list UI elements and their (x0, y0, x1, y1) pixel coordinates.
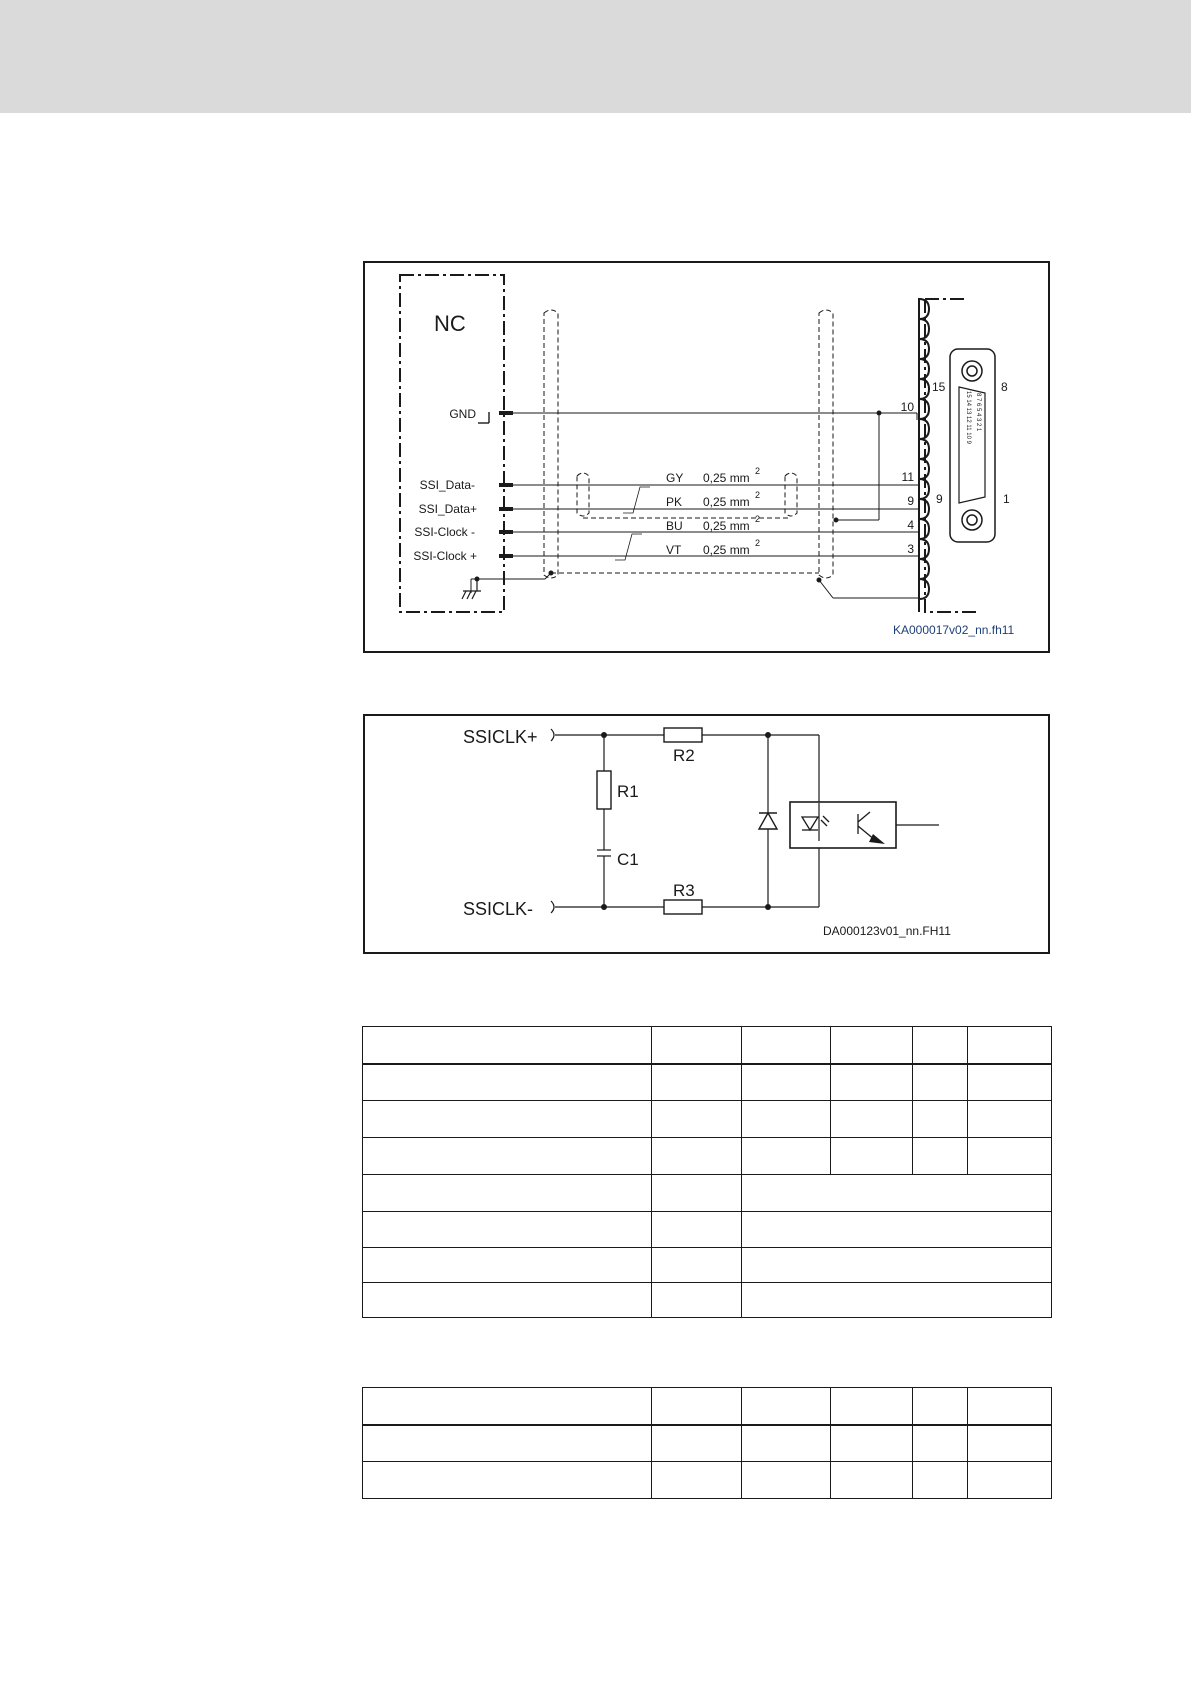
table-cell (363, 1064, 652, 1101)
table-cell (742, 1138, 831, 1175)
table-cell (913, 1101, 968, 1138)
signal-label-clock-minus: SSI-Clock - (414, 525, 475, 539)
label-r3: R3 (673, 881, 695, 900)
nc-label: NC (434, 311, 466, 336)
wire-sup-pk: 2 (755, 490, 761, 500)
table-cell (363, 1175, 652, 1212)
gnd-label: GND (449, 407, 476, 421)
label-c1: C1 (617, 850, 639, 869)
table-cell (742, 1027, 831, 1064)
table-cell (831, 1101, 913, 1138)
table-cell (652, 1248, 742, 1283)
table-row (363, 1248, 1052, 1283)
table-cell (913, 1425, 968, 1462)
wire-sup-gy: 2 (755, 466, 761, 476)
table-cell (742, 1462, 831, 1499)
table-cell (742, 1101, 831, 1138)
page-header-band (0, 0, 1191, 113)
component-labels (617, 746, 695, 900)
svg-text:9: 9 (936, 492, 943, 506)
wire-color-vt: VT (666, 543, 682, 557)
table-cell (742, 1175, 1052, 1212)
table-cell (363, 1425, 652, 1462)
resistor-r2 (664, 728, 702, 742)
table-cell (968, 1462, 1052, 1499)
input-ssiclk-plus: SSICLK+ (463, 727, 538, 747)
table-cell (968, 1138, 1052, 1175)
table-cell (913, 1388, 968, 1425)
pin-numbers (901, 400, 915, 556)
resistor-r3 (664, 900, 702, 914)
input-ssiclk-minus: SSICLK- (463, 899, 534, 919)
svg-text:10: 10 (900, 400, 914, 414)
table-cell (968, 1027, 1052, 1064)
table-row (363, 1462, 1052, 1499)
table-cell (363, 1462, 652, 1499)
table-cell (742, 1064, 831, 1101)
table-cell (742, 1283, 1052, 1318)
table-cell (831, 1425, 913, 1462)
table-cell (742, 1212, 1052, 1248)
table-cell (968, 1101, 1052, 1138)
cable-shield (544, 310, 833, 578)
table-cell (363, 1212, 652, 1248)
svg-text:11: 11 (901, 470, 914, 484)
wire-sup-vt: 2 (755, 538, 761, 548)
wire-color-bu: BU (666, 519, 683, 533)
table-cell (742, 1388, 831, 1425)
signal-label-clock-plus: SSI-Clock + (413, 549, 477, 563)
table-row (363, 1064, 1052, 1101)
table-row (363, 1388, 1052, 1425)
table-cell (652, 1462, 742, 1499)
table-cell (913, 1462, 968, 1499)
optocoupler-icon (790, 802, 939, 848)
label-r2: R2 (673, 746, 695, 765)
figure-id-2: DA000123v01_nn.FH11 (823, 924, 951, 938)
table-cell (652, 1027, 742, 1064)
wire-size-pk: 0,25 mm (703, 495, 750, 509)
table-cell (831, 1027, 913, 1064)
signal-terminals (499, 485, 513, 556)
ssi-clock-input-circuit (363, 714, 1050, 954)
wiring-svg (365, 263, 1048, 651)
wires (471, 413, 918, 598)
table-cell (652, 1283, 742, 1318)
table-cell (652, 1175, 742, 1212)
table-cell (742, 1248, 1052, 1283)
table-cell (363, 1388, 652, 1425)
table-cell (652, 1138, 742, 1175)
signal-label-data-plus: SSI_Data+ (418, 502, 477, 516)
gnd-symbol (478, 412, 489, 423)
table-cell (652, 1101, 742, 1138)
signal-label-data-minus: SSI_Data- (419, 478, 475, 492)
label-r1: R1 (617, 782, 639, 801)
dsub-connector-icon (950, 349, 995, 542)
table-row (363, 1101, 1052, 1138)
svg-text:8 7 6 5 4 3 2 1: 8 7 6 5 4 3 2 1 (975, 393, 981, 432)
svg-text:8: 8 (1001, 380, 1008, 394)
table-cell (652, 1388, 742, 1425)
svg-text:1: 1 (1003, 492, 1010, 506)
table-cell (363, 1027, 652, 1064)
table-cell (831, 1064, 913, 1101)
table-cell (363, 1248, 652, 1283)
svg-text:4: 4 (907, 518, 914, 532)
table-row (363, 1138, 1052, 1175)
svg-text:3: 3 (907, 542, 914, 556)
table-cell (968, 1064, 1052, 1101)
wire-size-gy: 0,25 mm (703, 471, 750, 485)
table-cell (831, 1462, 913, 1499)
resistor-r1 (597, 771, 611, 809)
wire-labels (666, 466, 760, 557)
table-cell (913, 1138, 968, 1175)
data-table-1 (362, 1026, 1052, 1318)
circuit-svg (365, 716, 1048, 952)
table-cell (968, 1425, 1052, 1462)
table-row (363, 1175, 1052, 1212)
table-cell (363, 1283, 652, 1318)
table-row (363, 1212, 1052, 1248)
table-row (363, 1283, 1052, 1318)
table-cell (831, 1388, 913, 1425)
wire-color-gy: GY (666, 471, 684, 485)
table-cell (652, 1064, 742, 1101)
svg-text:15: 15 (932, 380, 946, 394)
twist-marks (615, 487, 650, 560)
figure-id-1: KA000017v02_nn.fh11 (893, 623, 1015, 637)
table-cell (968, 1388, 1052, 1425)
wire-size-vt: 0,25 mm (703, 543, 750, 557)
diode-icon (759, 813, 777, 829)
table-cell (363, 1138, 652, 1175)
table-cell (913, 1064, 968, 1101)
table-cell (363, 1101, 652, 1138)
table-cell (652, 1425, 742, 1462)
data-table-2 (362, 1387, 1052, 1499)
table-cell (913, 1027, 968, 1064)
svg-text:15 14 13 12 11 10 9: 15 14 13 12 11 10 9 (965, 391, 971, 444)
wire-color-pk: PK (666, 495, 683, 509)
cable-wiring-diagram (363, 261, 1050, 653)
wire-size-bu: 0,25 mm (703, 519, 750, 533)
svg-text:9: 9 (907, 494, 914, 508)
wire-sup-bu: 2 (755, 514, 761, 524)
table-cell (831, 1138, 913, 1175)
table-row (363, 1425, 1052, 1462)
table-row (363, 1027, 1052, 1064)
table-cell (652, 1212, 742, 1248)
table-cell (742, 1425, 831, 1462)
